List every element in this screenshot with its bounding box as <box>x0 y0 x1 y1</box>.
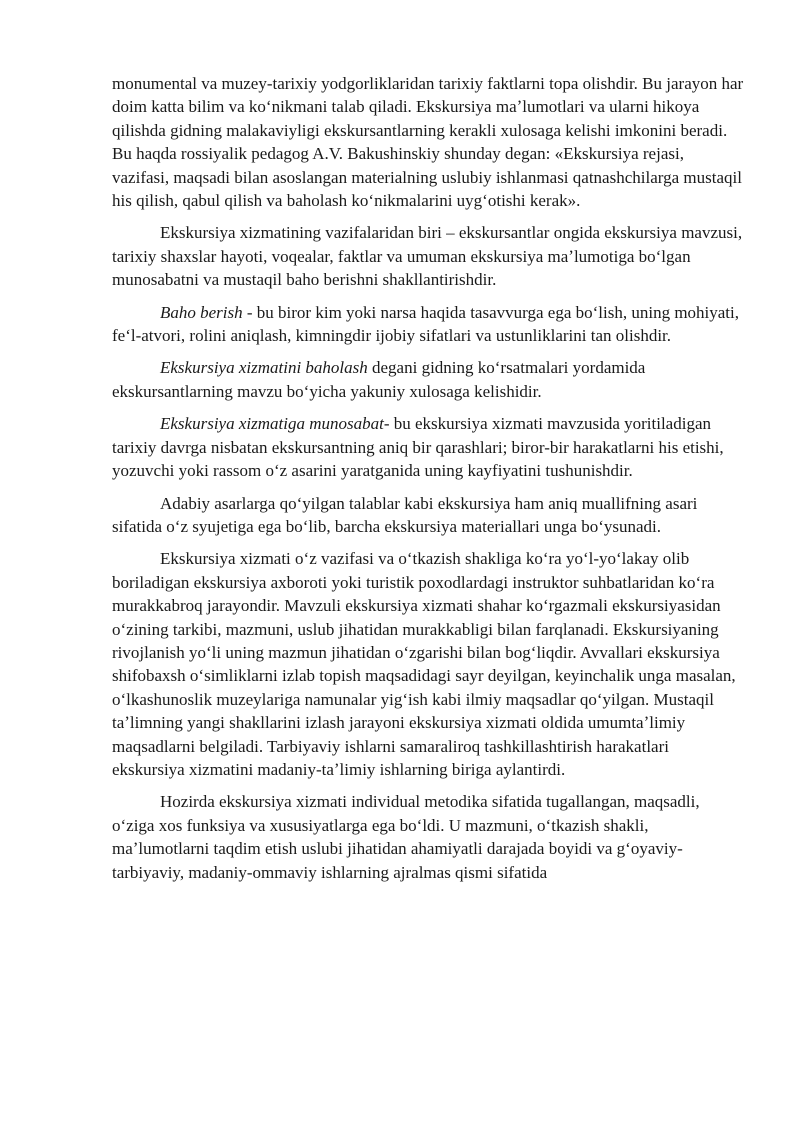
defined-term: Ekskursiya xizmatini baholash <box>160 358 368 378</box>
paragraph-text: Ekskursiya xizmatining vazifalaridan biri – ekskursantlar ongida ekskursiya mavzusi, tarixiy shaxslar hayoti, voqealar, faktlar va umuman ekskursiya maʼlumotiga boʻlgan munosabatni va mustaqil baho berishni shakllantirishdir. <box>112 223 743 290</box>
paragraph-current-state <box>112 790 744 884</box>
paragraph-definition-service-evaluation <box>112 356 744 403</box>
defined-term: Baho berish <box>160 302 243 322</box>
paragraph-text: monumental va muzey-tarixiy yodgorliklaridan tarixiy faktlarni topa olishdir. Bu jarayon har doim katta bilim va koʻnikmani talab qiladi. Ekskursiya maʼlumotlari va ularni hikoya qilishda gidning malakaviyligi ekskursantlarning kerakli xulosaga kelishi imkonini beradi. Bu haqda rossiyalik pedagog A.V. Bakushinskiy shunday degan: «Ekskursiya rejasi, vazifasi, maqsadi bilan asoslangan materialning uslubiy ishlanmasi qatnashchilarga mustaqil his qilish, qabul qilish va baholash koʻnikmalarini uygʻotishi kerak». <box>112 74 744 211</box>
paragraph-excursion-tasks <box>112 221 744 291</box>
paragraph-continuation <box>112 72 744 212</box>
paragraph-definition-service-attitude <box>112 412 744 482</box>
paragraph-text: Ekskursiya xizmati oʻz vazifasi va oʻtkazish shakliga koʻra yoʻl-yoʻlakay olib boriladigan ekskursiya axboroti yoki turistik poxodlardagi instruktor suhbatlaridan koʻra murakkabroq jarayondir. Mavzuli ekskursiya xizmati shahar koʻrgazmali ekskursiyasidan oʻzining tarkibi, mazmuni, uslub jihatidan murakkabligi bilan farqlanadi. Ekskursiyaning rivojlanish yoʻli uning mazmun jihatidan oʻzgarishi bilan bogʻliqdir. Avvallari ekskursiya shifobaxsh oʻsimliklarni izlab topish maqsadidagi sayr deyilgan, keyinchalik unga masalan, oʻlkashunoslik muzeylariga namunalar yigʻish kabi ilmiy maqsadlar qoʻyilgan. Mustaqil taʼlimning yangi shakllarini izlash jarayoni ekskursiya xizmati oldida umumtaʼlimiy maqsadlarni belgiladi. Tarbiyaviy ishlarni samaraliroq tashkillashtirish harakatlari ekskursiya xizmatini madaniy-taʼlimiy ishlarning biriga aylantirdi. <box>112 549 736 779</box>
paragraph-text: Hozirda ekskursiya xizmati individual metodika sifatida tugallangan, maqsadli, oʻziga xos funksiya va xususiyatlarga ega boʻldi. U mazmuni, oʻtkazish shakli, maʼlumotlarni taqdim etish uslubi jihatidan ahamiyatli darajada boyidi va gʻoyaviy-tarbiyaviy, madaniy-ommaviy ishlarning ajralmas qismi sifatida <box>112 792 700 882</box>
paragraph-text: degani gidning koʻrsatmalari yordamida ekskursantlarning mavzu boʻyicha yakuniy xulosaga kelishidir. <box>112 358 646 401</box>
paragraph-text: - bu biror kim yoki narsa haqida tasavvurga ega boʻlish, uning mohiyati, feʻl-atvori, rolini aniqlash, kimningdir ijobiy sifatlari va ustunliklarini tan olishdir. <box>112 302 740 346</box>
document-page <box>112 72 744 893</box>
paragraph-service-complexity <box>112 547 744 781</box>
paragraph-literary-requirements <box>112 492 744 539</box>
paragraph-text: - bu ekskursiya xizmati mavzusida yoritiladigan tarixiy davrga nisbatan ekskursantning aniq bir qarashlari; biror-bir harakatlarni his etishi, yozuvchi yoki rassom oʻz asarini yaratganida uning kayfiyatini tushunishdir. <box>112 414 724 481</box>
defined-term: Ekskursiya xizmatiga munosabat <box>160 414 384 434</box>
paragraph-definition-evaluation <box>112 301 744 348</box>
paragraph-text: Adabiy asarlarga qoʻyilgan talablar kabi ekskursiya ham aniq muallifning asari sifatida oʻz syujetiga ega boʻlib, barcha ekskursiya materiallari unga boʻysunadi. <box>112 493 698 536</box>
